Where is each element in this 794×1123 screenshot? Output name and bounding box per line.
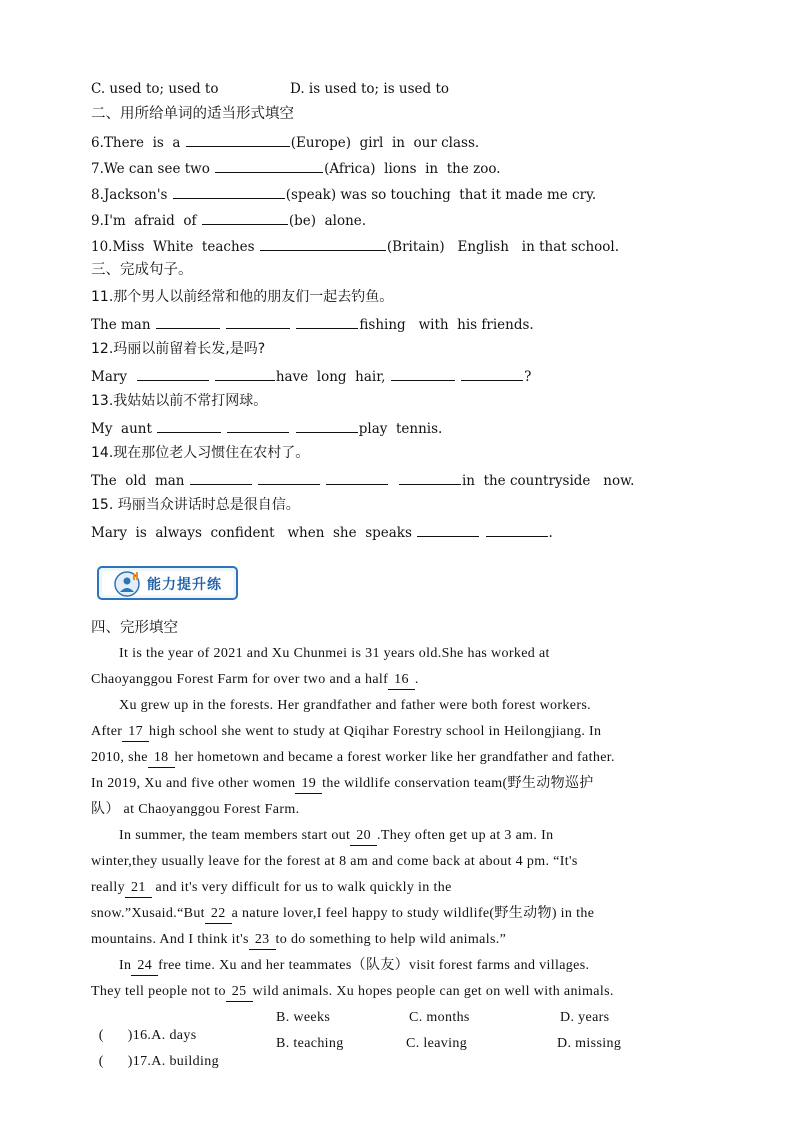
passage-line: really 21 and it's very difficult for us to walk quickly in the	[91, 879, 452, 898]
person-chart-icon	[112, 571, 142, 601]
answer-blank[interactable]	[461, 366, 523, 381]
answer-blank[interactable]	[326, 470, 388, 485]
options-row-17: ( )17.A. building	[98, 1054, 219, 1069]
blank-18[interactable]: 18	[148, 749, 175, 768]
ability-improvement-badge	[97, 566, 238, 600]
question-7: 7.We can see two (Africa) lions in the zoo.	[91, 158, 501, 178]
question-15-english: Mary is always confident when she speaks .	[91, 522, 553, 542]
options-row-16: ( )16.A. days	[98, 1028, 197, 1043]
answer-blank[interactable]	[186, 132, 290, 147]
question-12-english: Mary have long hair, ?	[91, 366, 531, 386]
passage-line: winter,they usually leave for the forest at 8 am and come back at about 4 pm. “It's	[91, 854, 578, 869]
blank-24[interactable]: 24	[131, 957, 158, 976]
answer-blank[interactable]	[157, 418, 221, 433]
passage-line: In 24 free time. Xu and her teammates（队友）visit forest farms and villages.	[119, 957, 589, 976]
option-d[interactable]: D. years	[560, 1010, 610, 1025]
passage-line: It is the year of 2021 and Xu Chunmei is 31 years old.She has worked at	[119, 646, 550, 661]
answer-blank[interactable]	[202, 210, 288, 225]
option-d: D. is used to; is used to	[290, 81, 450, 97]
question-13-english: My aunt play tennis.	[91, 418, 442, 438]
question-10: 10.Miss White teaches (Britain) English in that school.	[91, 236, 619, 256]
option-b[interactable]: B. teaching	[276, 1036, 344, 1051]
option-b[interactable]: B. weeks	[276, 1010, 331, 1025]
question-8: 8.Jackson's (speak) was so touching that it made me cry.	[91, 184, 596, 204]
answer-blank[interactable]	[296, 418, 358, 433]
blank-19[interactable]: 19	[295, 775, 322, 794]
option-a[interactable]: A. building	[151, 1054, 219, 1069]
passage-line: 2010, she 18 her hometown and became a forest worker like her grandfather and father.	[91, 749, 615, 768]
blank-23[interactable]: 23	[249, 931, 276, 950]
answer-blank[interactable]	[173, 184, 285, 199]
question-13-chinese: 13.我姑姑以前不常打网球。	[91, 393, 268, 409]
blank-25[interactable]: 25	[226, 983, 253, 1002]
answer-blank[interactable]	[260, 236, 386, 251]
answer-blank[interactable]	[156, 314, 220, 329]
question-15-chinese: 15. 玛丽当众讲话时总是很自信。	[91, 497, 300, 513]
passage-line: After 17 high school she went to study at Qiqihar Forestry school in Heilongjiang. In	[91, 723, 601, 742]
question-6: 6.There is a (Europe) girl in our class.	[91, 132, 479, 152]
section-heading-4: 四、完形填空	[91, 620, 178, 636]
question-14-chinese: 14.现在那位老人习惯住在农村了。	[91, 445, 310, 461]
passage-line: Xu grew up in the forests. Her grandfather and father were both forest workers.	[119, 698, 591, 713]
passage-line: In summer, the team members start out 20 .They often get up at 3 am. In	[119, 827, 554, 846]
option-d[interactable]: D. missing	[557, 1036, 622, 1051]
option-c[interactable]: C. months	[409, 1010, 470, 1025]
option-a[interactable]: A. days	[151, 1028, 197, 1043]
option-c[interactable]: C. leaving	[406, 1036, 468, 1051]
passage-line: snow.”Xusaid.“But 22 a nature lover,I feel happy to study wildlife(野生动物) in the	[91, 905, 594, 924]
blank-22[interactable]: 22	[205, 905, 232, 924]
answer-blank[interactable]	[417, 522, 479, 537]
answer-blank[interactable]	[258, 470, 320, 485]
option-c: C. used to; used to	[91, 81, 219, 97]
passage-line: In 2019, Xu and five other women 19 the wildlife conservation team(野生动物巡护	[91, 775, 594, 794]
passage-line: They tell people not to 25 wild animals. Xu hopes people can get on well with animals.	[91, 983, 614, 1002]
answer-blank[interactable]	[296, 314, 358, 329]
answer-blank[interactable]	[190, 470, 252, 485]
section-heading-2: 二、用所给单词的适当形式填空	[91, 106, 294, 122]
blank-21[interactable]: 21	[125, 879, 152, 898]
badge-label: 能力提升练	[147, 577, 222, 593]
question-14-english: The old man in the countryside now.	[91, 470, 634, 490]
question-11-english: The man fishing with his friends.	[91, 314, 534, 334]
blank-20[interactable]: 20	[350, 827, 377, 846]
question-11-chinese: 11.那个男人以前经常和他的朋友们一起去钓鱼。	[91, 289, 394, 305]
passage-line: Chaoyanggou Forest Farm for over two and a half 16 .	[91, 671, 419, 690]
passage-line: mountains. And I think it's 23 to do something to help wild animals.”	[91, 931, 506, 950]
answer-blank[interactable]	[391, 366, 455, 381]
answer-blank[interactable]	[227, 418, 289, 433]
question-12-chinese: 12.玛丽以前留着长发,是吗?	[91, 341, 266, 357]
answer-blank[interactable]	[226, 314, 290, 329]
blank-17[interactable]: 17	[122, 723, 149, 742]
answer-blank[interactable]	[215, 366, 275, 381]
section-heading-3: 三、完成句子。	[91, 262, 193, 278]
answer-blank[interactable]	[399, 470, 461, 485]
question-9: 9.I'm afraid of (be) alone.	[91, 210, 366, 230]
blank-16[interactable]: 16	[388, 671, 415, 690]
answer-blank[interactable]	[215, 158, 323, 173]
passage-line: 队） at Chaoyanggou Forest Farm.	[91, 802, 300, 817]
answer-blank[interactable]	[486, 522, 548, 537]
answer-blank[interactable]	[137, 366, 209, 381]
